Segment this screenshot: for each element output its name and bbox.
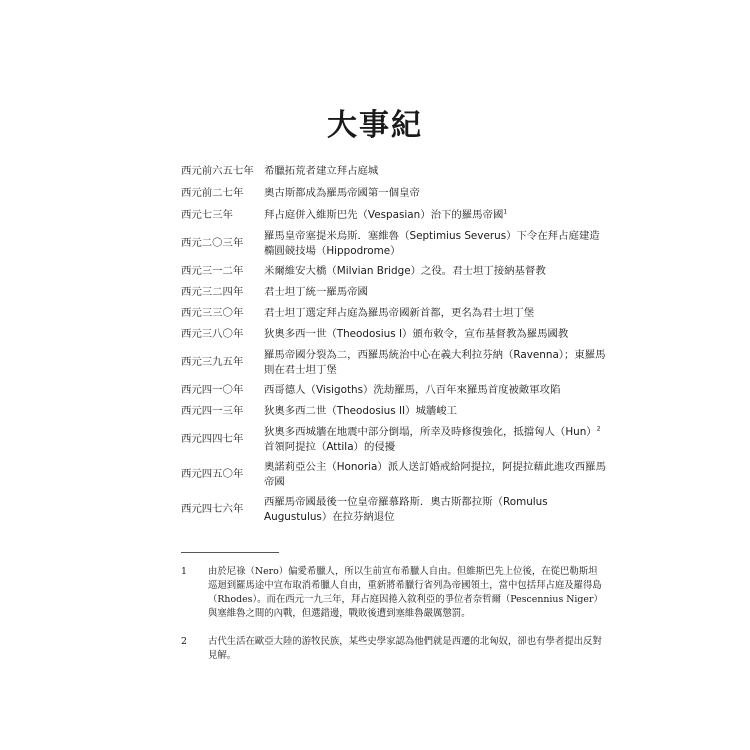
timeline-event: 羅馬皇帝塞提米烏斯．塞維魯（Septimius Severus）下令在拜占庭建造橢圓競技場（Hippodrome） [264, 229, 600, 257]
timeline-date: 西元前二七年 [181, 186, 244, 199]
timeline-row [181, 204, 606, 226]
footnote [181, 635, 606, 663]
timeline-row [181, 182, 606, 204]
timeline-row [181, 160, 606, 182]
timeline-event: 羅馬帝國分裂為二，西羅馬統治中心在義大利拉芬納（Ravenna）；東羅馬則在君士坦丁堡 [264, 348, 606, 376]
timeline-row [181, 401, 606, 422]
timeline-row [181, 303, 606, 324]
footnote-number: 1 [181, 566, 187, 577]
timeline-event: 希臘拓荒者建立拜占庭城 [264, 164, 379, 177]
timeline-date: 西元三三〇年 [181, 307, 244, 319]
footnote-text: 古代生活在歐亞大陸的游牧民族，某些史學家認為他們就是西遷的北匈奴，卻也有學者提出反對見解。 [208, 636, 602, 661]
footnote-marker: 1 [503, 208, 508, 216]
timeline-date: 西元三二四年 [181, 286, 244, 298]
footnote-marker: 2 [596, 425, 601, 433]
timeline-row [181, 324, 606, 345]
timeline-event-text: 拜占庭併入維斯巴先（Vespasian）治下的羅馬帝國 [264, 208, 504, 221]
timeline-date: 西元三九五年 [181, 356, 244, 368]
timeline-event: 西哥德人（Visigoths）洗劫羅馬，八百年來羅馬首度被敵軍攻陷 [264, 384, 561, 396]
timeline-date: 西元四五〇年 [181, 468, 244, 480]
timeline-date: 西元四一三年 [181, 405, 244, 417]
timeline-date: 西元三八〇年 [181, 328, 244, 340]
timeline-event: 奧諾莉亞公主（Honoria）派人送訂婚戒給阿提拉，阿提拉藉此進攻西羅馬帝國 [264, 460, 606, 488]
timeline-row [181, 492, 606, 527]
timeline-event: 君士坦丁選定拜占庭為羅馬帝國新首都，更名為君士坦丁堡 [264, 307, 535, 319]
timeline-row [181, 380, 606, 401]
footnote-number: 2 [181, 636, 187, 647]
timeline-event: 西羅馬帝國最後一位皇帝羅慕路斯．奧古斯都拉斯（Romulus Augustulus）在拉芬納退位 [264, 495, 548, 523]
timeline-date: 西元三一二年 [181, 265, 244, 277]
page-title: 大事紀 [327, 108, 423, 143]
timeline-row [181, 422, 606, 457]
timeline-event-text: 狄奧多西城牆在地震中部分倒塌，所幸及時修復強化，抵擋匈人（Hun） [264, 425, 597, 438]
timeline-event: 君士坦丁統一羅馬帝國 [264, 286, 368, 298]
timeline-date: 西元四一〇年 [181, 384, 244, 396]
footnote [181, 565, 606, 621]
timeline-date: 西元二〇三年 [181, 237, 244, 249]
timeline [181, 160, 606, 527]
footnote-text: 由於尼祿（Nero）偏愛希臘人，所以生前宣布希臘人自由。但維斯巴先上位後，在從巴勒斯坦巡迴到羅馬途中宣布取消希臘人自由，重新將希臘行省列為帝國領土，當中包括拜占庭及羅得島（Rhodes）。而在西元一九三年，拜占庭因捲入敘利亞的爭位者奈哲爾（Pescennius Niger）與塞維魯之間的內戰，但選錯邊，戰敗後遭到塞維魯嚴厲懲罰。 [208, 566, 603, 619]
timeline-row [181, 282, 606, 303]
timeline-row [181, 457, 606, 492]
timeline-row [181, 226, 606, 261]
timeline-event [264, 425, 606, 455]
timeline-date: 西元七三年 [181, 208, 233, 221]
timeline-event-text-continued: 首領阿提拉（Attila）的侵擾 [264, 440, 396, 453]
timeline-event: 奧古斯都成為羅馬帝國第一個皇帝 [264, 186, 420, 199]
timeline-event: 狄奧多西一世（Theodosius I）頒布敕令，宣布基督教為羅馬國教 [264, 328, 569, 340]
timeline-row [181, 261, 606, 282]
timeline-date: 西元四四七年 [181, 433, 244, 445]
timeline-row [181, 345, 606, 380]
timeline-event [264, 208, 606, 223]
timeline-event: 米爾維安大橋（Milvian Bridge）之役。君士坦丁接納基督教 [264, 265, 546, 277]
footnote-divider [181, 552, 279, 553]
footnotes [181, 565, 606, 663]
timeline-date: 西元四七六年 [181, 503, 244, 515]
timeline-date: 西元前六五七年 [181, 164, 254, 177]
timeline-event: 狄奧多西二世（Theodosius II）城牆峻工 [264, 405, 458, 417]
